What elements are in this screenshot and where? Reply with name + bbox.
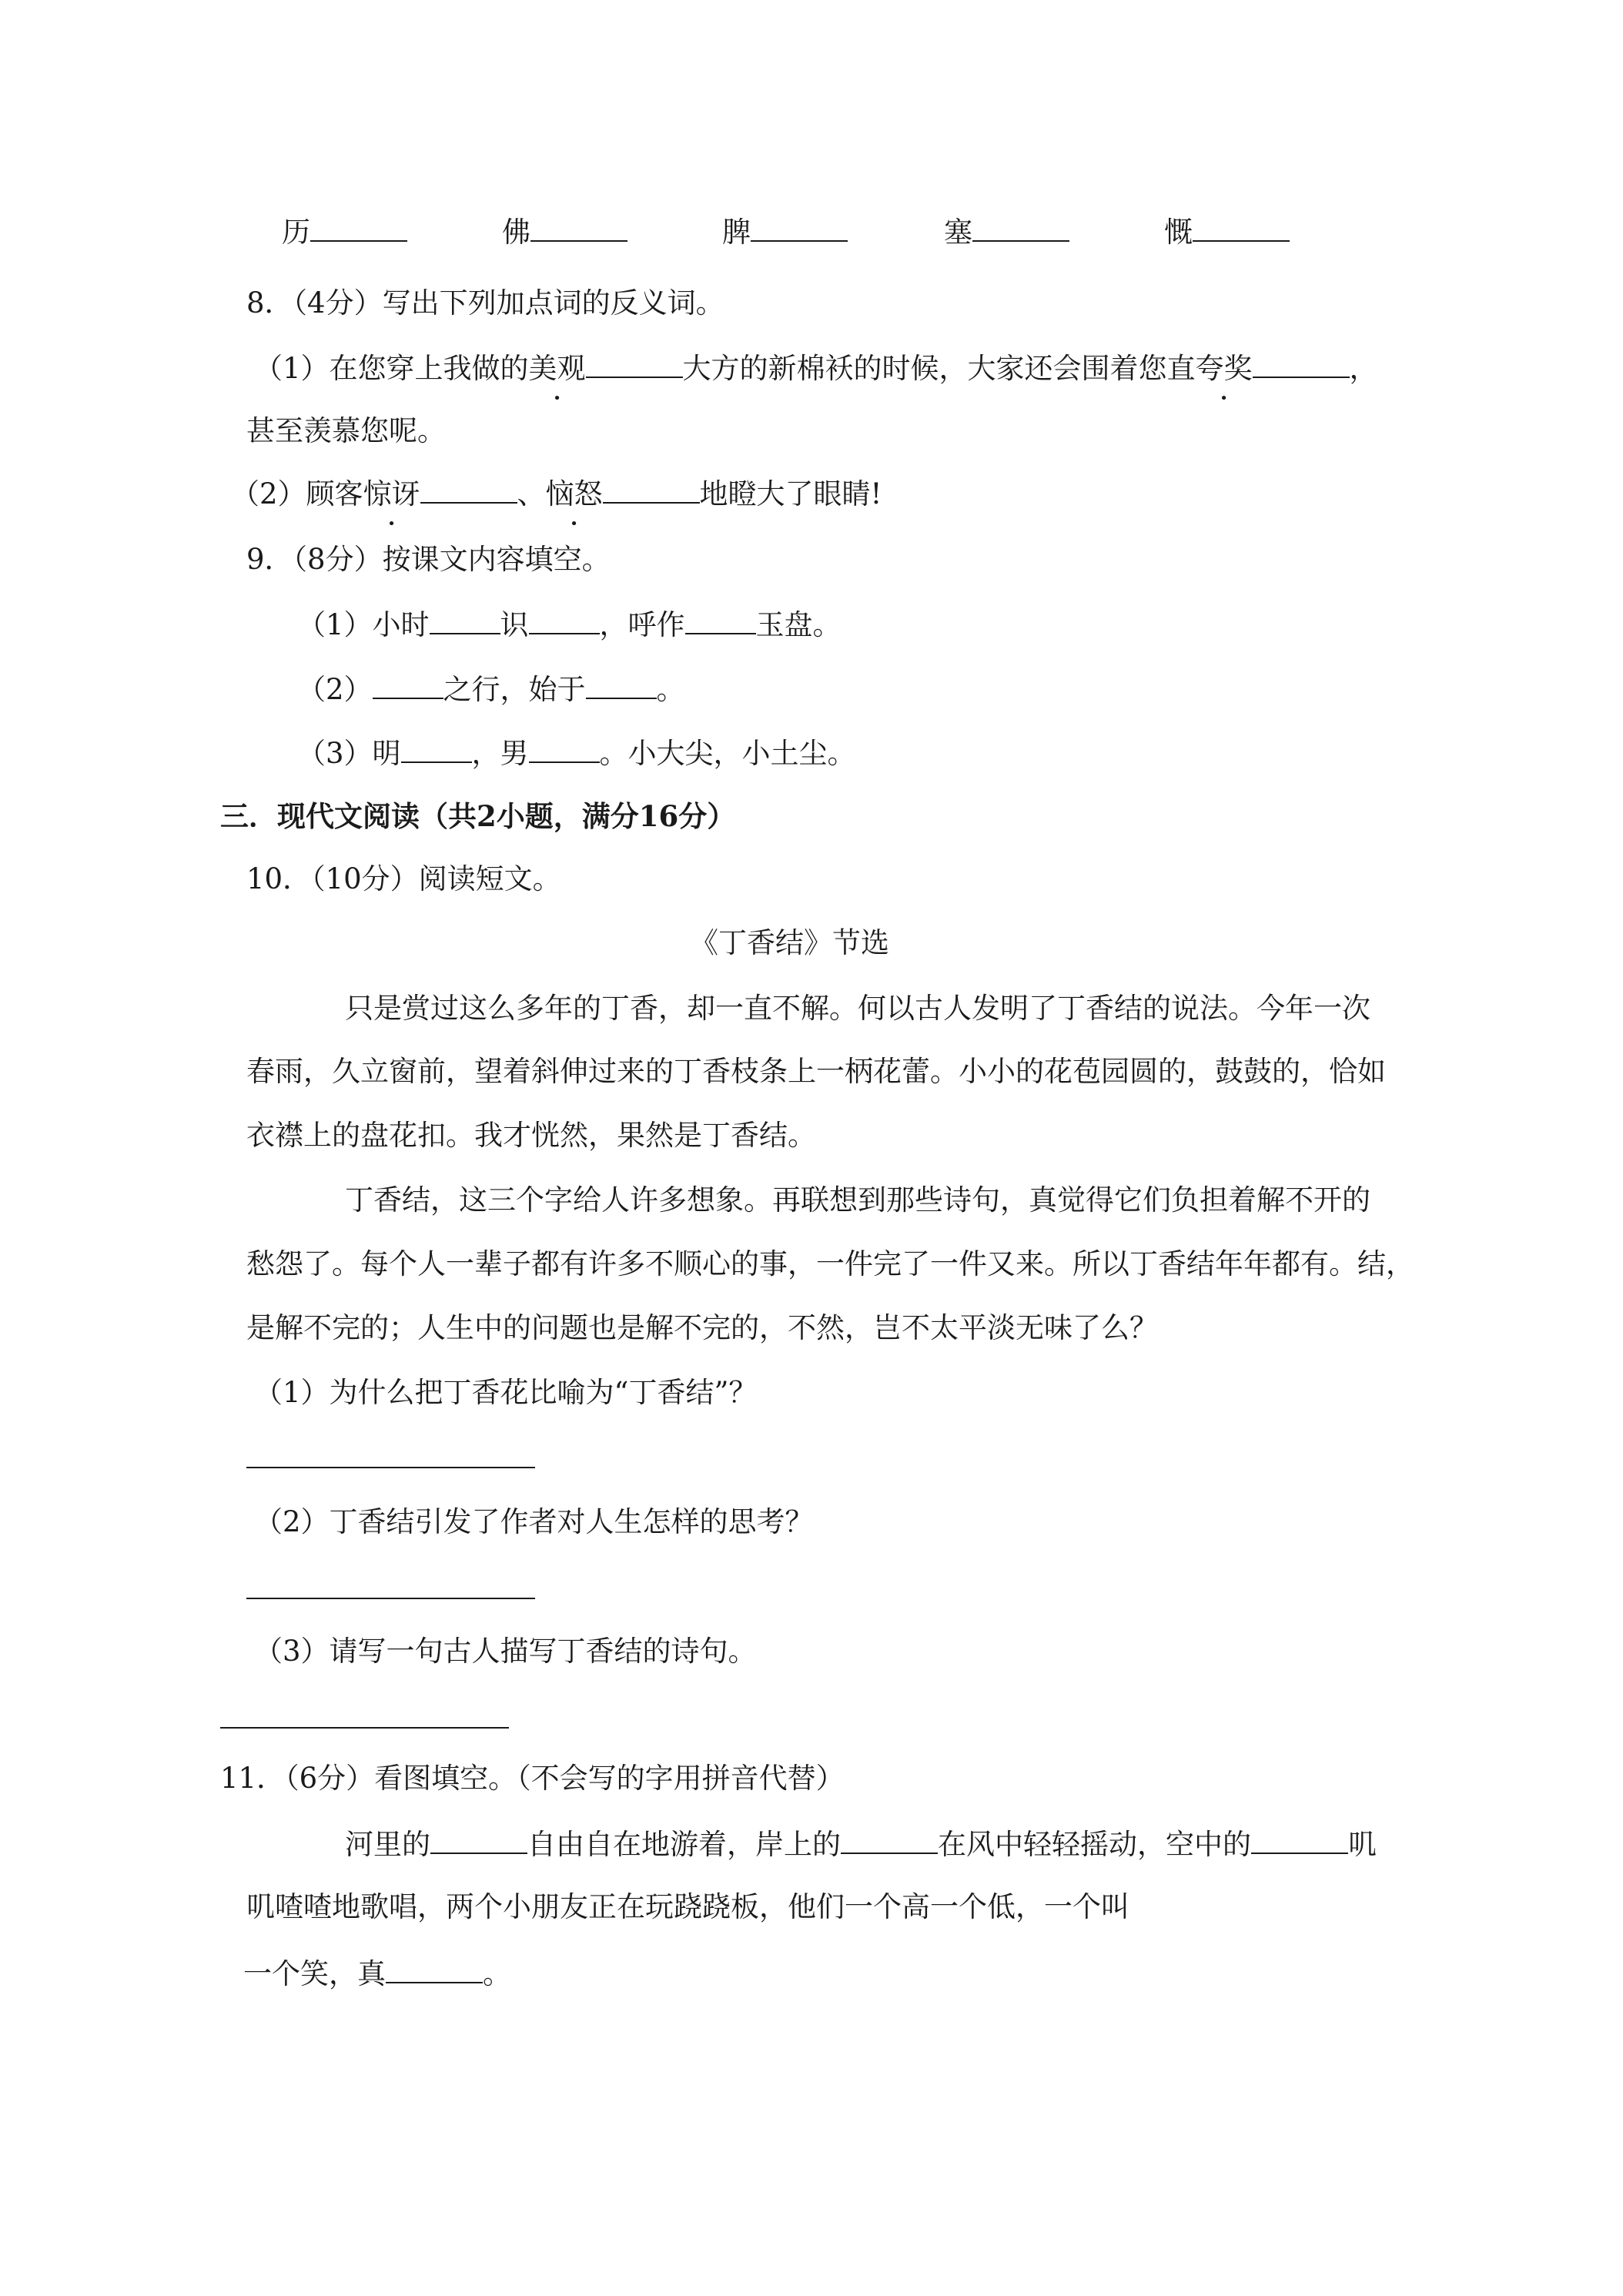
q9-blank-1[interactable] bbox=[430, 607, 500, 634]
q8-title: 8．（4分）写出下列加点词的反义词。 bbox=[246, 286, 724, 320]
q8-dotted-word-3: 惊讶 bbox=[363, 477, 420, 510]
q8-line-2: 甚至羡慕您呢。 bbox=[246, 414, 446, 447]
q9-title: 9．（8分）按课文内容填空。 bbox=[246, 543, 611, 576]
passage-p2-line-3: 是解不完的；人生中的问题也是解不完的，不然，岂不太平淡无味了么？ bbox=[246, 1311, 1158, 1344]
q9-blank-3[interactable] bbox=[685, 607, 756, 634]
passage-p2-line-2: 愁怨了。每个人一辈子都有许多不顺心的事，一件完了一件又来。所以丁香结年年都有。结， bbox=[246, 1247, 1414, 1280]
q7-item-1 bbox=[282, 214, 407, 249]
q7-char-5: 慨 bbox=[1164, 216, 1193, 249]
q7-char-3: 脾 bbox=[722, 216, 751, 249]
q11-line-1: 河里的 自由自在地游着，岸上的 在风中轻轻摇动，空中的 叽 bbox=[345, 1828, 1377, 1861]
q10-answer-line-1[interactable] bbox=[246, 1467, 535, 1468]
q8-blank-3[interactable] bbox=[420, 476, 517, 504]
passage-title: 《丁香结》节选 bbox=[690, 926, 889, 959]
q11-blank-1[interactable] bbox=[430, 1826, 527, 1854]
q9-blank-2[interactable] bbox=[529, 607, 600, 634]
q9-blank-7[interactable] bbox=[529, 735, 600, 763]
q8-blank-4[interactable] bbox=[603, 476, 700, 504]
passage-p1-line-3: 衣襟上的盘花扣。我才恍然，果然是丁香结。 bbox=[246, 1119, 816, 1152]
q10-sub-3: （3）请写一句古人描写丁香结的诗句。 bbox=[254, 1635, 757, 1668]
q7-char-1: 历 bbox=[282, 216, 310, 249]
q10-sub-1: （1）为什么把丁香花比喻为“丁香结”？ bbox=[254, 1376, 758, 1409]
passage-p1-line-1: 只是赏过这么多年的丁香，却一直不解。何以古人发明了丁香结的说法。今年一次 bbox=[345, 992, 1370, 1025]
q11-line-2: 叽喳喳地歌唱，两个小朋友正在玩跷跷板，他们一个高一个低，一个叫 bbox=[246, 1890, 1129, 1923]
q7-blank-3[interactable] bbox=[751, 214, 848, 242]
q11-line-3: 一个笑，真 。 bbox=[243, 1957, 511, 1990]
q11-title: 11．（6分）看图填空。（不会写的字用拼音代替） bbox=[220, 1762, 845, 1795]
q8-dotted-word-4: 恼怒 bbox=[545, 477, 603, 510]
q10-answer-line-2[interactable] bbox=[246, 1598, 535, 1599]
q10-answer-line-3[interactable] bbox=[220, 1727, 509, 1729]
q7-blank-1[interactable] bbox=[310, 214, 407, 242]
section-3-heading: 三．现代文阅读（共2小题，满分16分） bbox=[220, 799, 736, 833]
q7-item-5 bbox=[1164, 214, 1290, 249]
q8-line-3: （2）顾客惊讶 、恼怒 地瞪大了眼睛! bbox=[231, 477, 882, 510]
passage-p1-line-2: 春雨，久立窗前，望着斜伸过来的丁香枝条上一柄花蕾。小小的花苞园圆的，鼓鼓的，恰如 bbox=[246, 1055, 1386, 1088]
q9-line-1: （1）小时 识 ，呼作 玉盘。 bbox=[297, 608, 842, 641]
passage-p2-line-1: 丁香结，这三个字给人许多想象。再联想到那些诗句，真觉得它们负担着解不开的 bbox=[345, 1183, 1370, 1217]
q11-blank-2[interactable] bbox=[841, 1826, 938, 1854]
q8-line-1: （1）在您穿上我做的美观 大方的新棉袄的时候，大家还会围着您直夸奖 ， bbox=[254, 352, 1378, 385]
q7-blank-5[interactable] bbox=[1193, 214, 1290, 242]
q7-blank-2[interactable] bbox=[530, 214, 627, 242]
q8-blank-2[interactable] bbox=[1253, 350, 1350, 378]
q7-blank-4[interactable] bbox=[972, 214, 1069, 242]
q9-blank-5[interactable] bbox=[586, 671, 657, 699]
q9-blank-4[interactable] bbox=[373, 671, 443, 699]
q11-blank-4[interactable] bbox=[386, 1956, 483, 1983]
q9-blank-6[interactable] bbox=[401, 735, 472, 763]
q8-dotted-word-1: 美观 bbox=[528, 352, 586, 385]
q11-blank-3[interactable] bbox=[1251, 1826, 1348, 1854]
q7-item-3 bbox=[722, 214, 848, 249]
q9-line-3: （3）明 ，男 。小大尖，小土尘。 bbox=[297, 737, 856, 770]
q10-title: 10．（10分）阅读短文。 bbox=[246, 862, 561, 895]
q8-blank-1[interactable] bbox=[586, 350, 683, 378]
q7-item-2 bbox=[502, 214, 627, 249]
q7-char-4: 塞 bbox=[944, 216, 972, 249]
q10-sub-2: （2）丁香结引发了作者对人生怎样的思考？ bbox=[254, 1505, 814, 1538]
q8-dotted-word-2: 夸奖 bbox=[1195, 352, 1253, 385]
q9-line-2: （2） 之行，始于 。 bbox=[297, 673, 685, 706]
q7-char-2: 佛 bbox=[502, 216, 530, 249]
q7-item-4 bbox=[944, 214, 1069, 249]
